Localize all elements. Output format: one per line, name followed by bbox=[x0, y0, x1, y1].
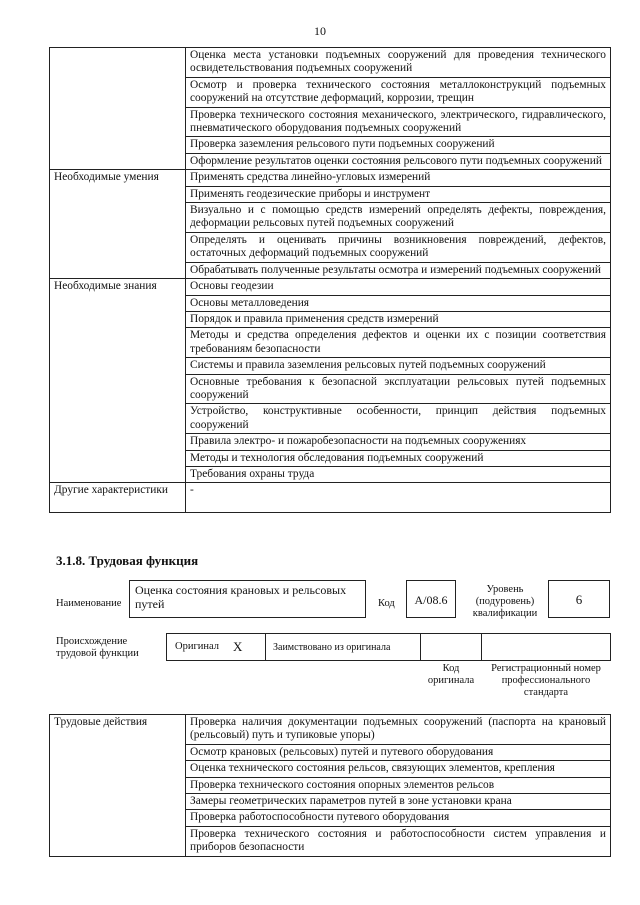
table-cell: Осмотр и проверка технического состояния металлоконструкций подъемных сооружений на отсутствие деформаций, коррозии, трещин bbox=[186, 77, 611, 107]
section-title: 3.1.8. Трудовая функция bbox=[56, 553, 199, 568]
table-row bbox=[50, 170, 611, 186]
table-cell: Визуально и с помощью средств измерений определять дефекты, повреждения, деформации рельсовых путей подъемных сооружений bbox=[186, 203, 611, 233]
table-cell: Оценка технического состояния рельсов, связующих элементов, крепления bbox=[186, 761, 611, 777]
function-code: A/08.6 bbox=[406, 580, 456, 618]
original-label: Оригинал bbox=[175, 641, 219, 652]
table-cell: Проверка работоспособности путевого оборудования bbox=[186, 810, 611, 826]
table-cell: Правила электро- и пожаробезопасности на подъемных сооружениях bbox=[186, 434, 611, 450]
row-label-skills: Необходимые умения bbox=[50, 170, 186, 279]
table-cell: Основы геодезии bbox=[186, 279, 611, 295]
table-row bbox=[50, 483, 611, 513]
table-cell: Требования охраны труда bbox=[186, 466, 611, 482]
table-cell: Применять средства линейно-угловых измерений bbox=[186, 170, 611, 186]
table-cell: Определять и оценивать причины возникновения повреждений, дефектов, остаточных деформаций подъемных сооружений bbox=[186, 232, 611, 262]
borrowed-label: Заимствовано из оригинала bbox=[273, 642, 391, 653]
table-row bbox=[50, 715, 611, 745]
level-label: Уровень (подуровень) квалификации bbox=[472, 584, 538, 619]
function-name: Оценка состояния крановых и рельсовых путей bbox=[129, 580, 366, 618]
table-cell: Осмотр крановых (рельсовых) путей и путевого оборудования bbox=[186, 744, 611, 760]
table-cell: Системы и правила заземления рельсовых путей подъемных сооружений bbox=[186, 358, 611, 374]
row-label-knowledge: Необходимые знания bbox=[50, 279, 186, 483]
table-cell: Проверка наличия документации подъемных сооружений (паспорта на крановый (рельсовый) путь и тупиковые упоры) bbox=[186, 715, 611, 745]
qualification-level: 6 bbox=[548, 580, 610, 618]
code-label: Код bbox=[378, 598, 395, 609]
reg-number-cell bbox=[481, 633, 611, 661]
table-cell: Оформление результатов оценки состояния рельсового пути подъемных сооружений bbox=[186, 153, 611, 169]
table-cell: Основные требования к безопасной эксплуатации рельсовых путей подъемных сооружений bbox=[186, 374, 611, 404]
row-label-actions: Трудовые действия bbox=[50, 715, 186, 857]
table-cell: Методы и технология обследования подъемных сооружений bbox=[186, 450, 611, 466]
table-cell: Методы и средства определения дефектов и оценки их с позиции соответствия требованиям безопасности bbox=[186, 328, 611, 358]
requirements-table bbox=[49, 47, 611, 513]
row-label bbox=[50, 48, 186, 170]
original-checkmark: X bbox=[233, 639, 243, 654]
original-cell bbox=[166, 633, 266, 661]
original-code-cell bbox=[420, 633, 482, 661]
row-label-other: Другие характеристики bbox=[50, 483, 186, 513]
table-cell: Порядок и правила применения средств измерений bbox=[186, 311, 611, 327]
table-cell: Основы металловедения bbox=[186, 295, 611, 311]
name-label: Наименование bbox=[56, 598, 122, 609]
table-row bbox=[50, 279, 611, 295]
table-cell: Проверка технического состояния опорных элементов рельсов bbox=[186, 777, 611, 793]
table-cell: Замеры геометрических параметров путей в зоне установки крана bbox=[186, 794, 611, 810]
borrowed-cell bbox=[265, 633, 421, 661]
table-cell: Оценка места установки подъемных сооружений для проведения технического освидетельствования подъемных сооружений bbox=[186, 48, 611, 78]
page-number: 10 bbox=[314, 24, 326, 38]
table-cell: Обрабатывать полученные результаты осмотра и измерений подъемных сооружений bbox=[186, 262, 611, 278]
table-cell: Проверка заземления рельсового пути подъемных сооружений bbox=[186, 137, 611, 153]
origin-label: Происхождение трудовой функции bbox=[56, 636, 139, 659]
table-cell: Проверка технического состояния и работоспособности систем управления и приборов безопасности bbox=[186, 826, 611, 856]
reg-caption: Регистрационный номер профессионального стандарта bbox=[491, 663, 601, 698]
table-row bbox=[50, 48, 611, 78]
table-cell: Применять геодезические приборы и инструмент bbox=[186, 186, 611, 202]
table-cell: Устройство, конструктивные особенности, принцип действия подъемных сооружений bbox=[186, 404, 611, 434]
labor-actions-table bbox=[49, 714, 611, 857]
table-cell: - bbox=[186, 483, 611, 513]
table-cell: Проверка технического состояния механического, электрического, гидравлического, пневматического оборудования подъемных сооружений bbox=[186, 107, 611, 137]
code-caption: Код оригинала bbox=[427, 663, 475, 686]
